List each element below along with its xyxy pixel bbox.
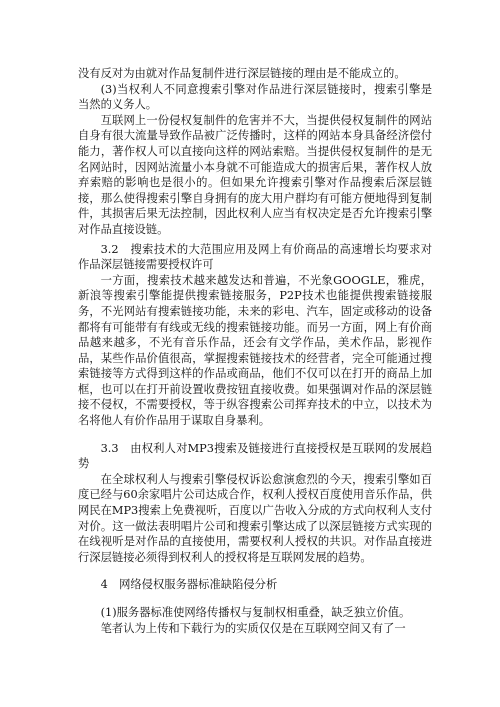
document-page xyxy=(78,66,432,636)
section-heading-3-3: 3.3 由权利人对MP3搜索及链接进行直接授权是互联网的发展趋势 xyxy=(78,441,432,471)
body-paragraph: 笔者认为上传和下载行为的实质仅仅是在互联网空间又有了一 xyxy=(100,621,406,635)
body-paragraph: 互联网上一份侵权复制件的危害并不大，当提供侵权复制件的网站自身有很大流量导致作品被广泛传播时，这样的网站本身具备经济偿付能力，著作权人可以直接向这样的网站索赔。当提供侵权复制件的是无名网站时，因网站流量小本身就不可能造成大的损害后果，著作权人放弃索赔的影响也是很小的。但如果允许搜索引擎对作品搜索后深层链接，那么使得搜索引擎自身拥有的庞大用户群均有可能方便地得到复制件，其损害后果无法控制，因此权利人应当有权决定是否允许搜索引擎对作品直接设链。 xyxy=(78,113,432,236)
body-paragraph: 在全球权利人与搜索引擎侵权诉讼愈演愈烈的今天，搜索引擎如百度已经与60余家唱片公司达成合作，权利人授权百度使用音乐作品，供网民在MP3搜索上免费视听，百度以广告收入分成的方式向权利人支付对价。这一做法表明唱片公司和搜索引擎达成了以深层链接方式实现的在线视听是对作品的直接使用，需要权利人授权的共识。对作品直接进行深层链接必须得到权利人的授权将是互联网发展的趋势。 xyxy=(78,472,432,564)
list-item-3: (3)当权利人不同意搜索引擎对作品进行深层链接时，搜索引擎是当然的义务人。 xyxy=(78,82,432,112)
body-paragraph: 没有反对为由就对作品复制件进行深层链接的理由是不能成立的。 xyxy=(78,67,406,80)
body-paragraph: 一方面，搜索技术越来越发达和普遍，不光象GOOGLE，雅虎，新浪等搜索引擎能提供搜索链接服务，P2P技术也能提供搜索链接服务，不光网站有搜索链接功能，未来的彩电、汽车，固定或移动的设备都将有可能带有有线或无线的搜索链接功能。而另一方面，网上有价商品越来越多，不光有音乐作品，还会有文学作品，美术作品，影视作品，某些作品价值很高，掌握搜索链接技术的经营者，完全可能通过搜索链接等方式得到这样的作品或商品，他们不仅可以在打开的商品上加框，也可以在打开前设置收费按钮直接收费。如果强调对作品的深层链接不侵权，不需要授权，等于纵容搜索公司挥弃技术的中立，以技术为名将他人有价作品用于谋取自身暴利。 xyxy=(78,273,432,428)
section-heading-3-2: 3.2 搜索技术的大范围应用及网上有价商品的高速增长均要求对作品深层链接需要授权许可 xyxy=(78,242,432,272)
list-item-1: (1)服务器标准使网络传播权与复制权相重叠，缺乏独立价值。 xyxy=(100,606,411,619)
section-heading-4: 4 网络侵权服务器标准缺陷侵分析 xyxy=(100,578,278,592)
